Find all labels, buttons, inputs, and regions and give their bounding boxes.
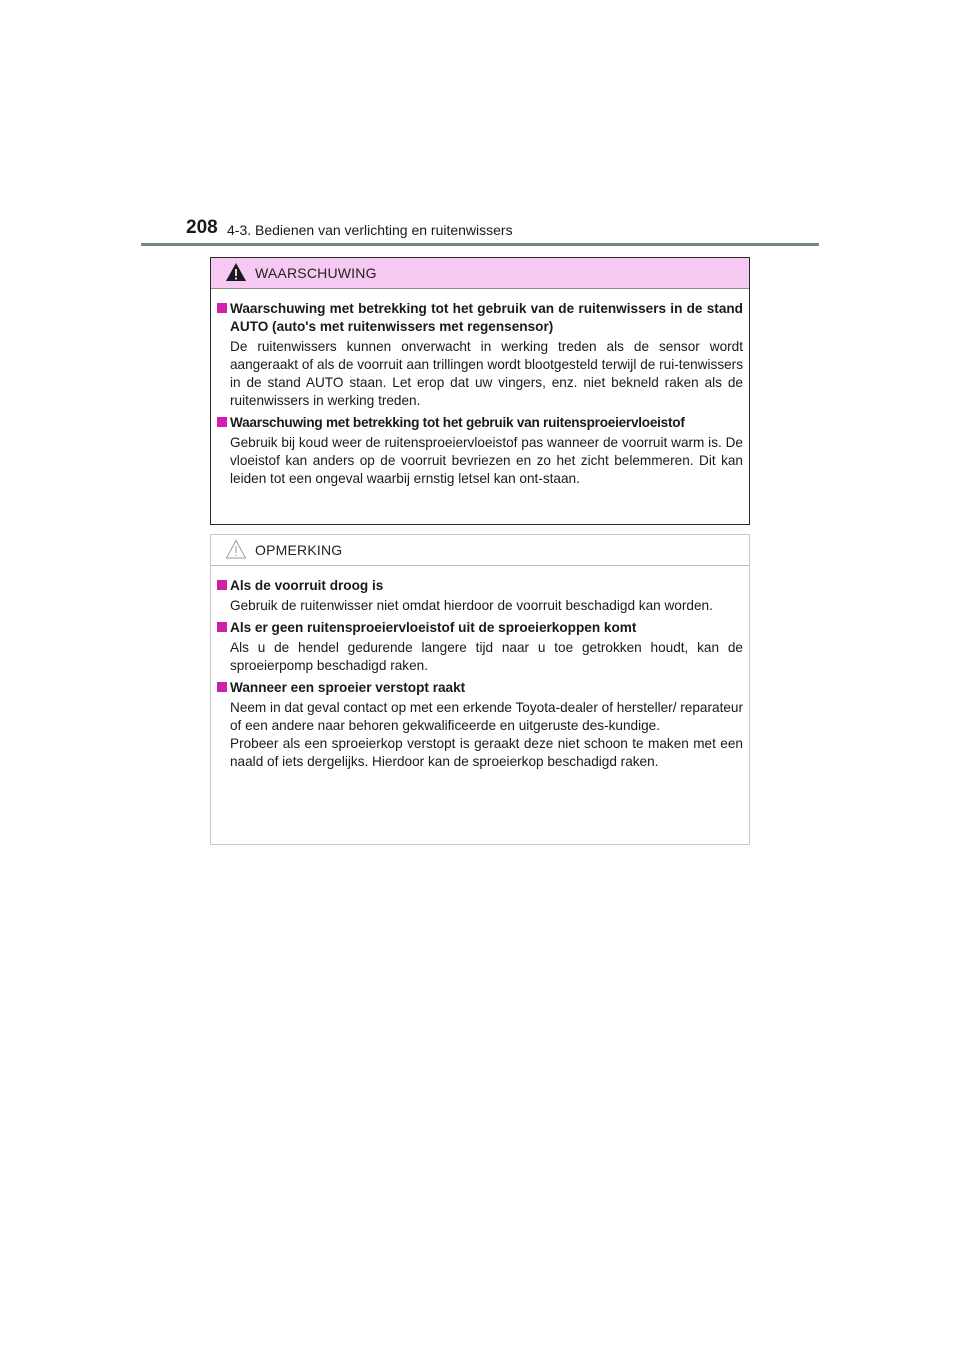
notice-item-text: Neem in dat geval contact op met een erkende Toyota-dealer of hersteller/ reparateur of een andere naar behoren gekwalificeerde en uitgeruste des-kundige. [230,700,743,733]
warning-item [217,414,743,488]
square-bullet-icon [217,622,227,632]
page-number: 208 [186,217,218,238]
notice-item-heading: Als de voorruit droog is [230,578,384,593]
notice-item-heading: Als er geen ruitensproeiervloeistof uit de sproeierkoppen komt [230,620,637,635]
square-bullet-icon [217,682,227,692]
notice-item-text: Probeer als een sproeierkop verstopt is geraakt deze niet schoon te maken met een naald of iets dergelijks. Hierdoor kan de sproeierkop beschadigd raken. [230,736,743,769]
square-bullet-icon [217,580,227,590]
header-divider [141,243,819,246]
notice-header [211,535,749,566]
warning-item-heading: Waarschuwing met betrekking tot het gebruik van ruitensproeiervloeistof [230,415,685,430]
notice-item-heading: Wanneer een sproeier verstopt raakt [230,680,466,695]
warning-item-text: De ruitenwissers kunnen onverwacht in werking treden als de sensor wordt aangeraakt of als de voorruit aan trillingen wordt blootgesteld terwijl de rui-tenwissers in de stand AUTO staan. Let erop dat uw vingers, enz. niet bekneld raken als de ruitenwissers in werking treden. [230,339,743,408]
section-title: 4-3. Bedienen van verlichting en ruitenwissers [227,222,513,238]
notice-item-text: Gebruik de ruitenwisser niet omdat hierdoor de voorruit beschadigd kan worden. [230,598,713,613]
square-bullet-icon [217,303,227,313]
warning-item-text: Gebruik bij koud weer de ruitensproeiervloeistof pas wanneer de voorruit warm is. De vloeistof kan anders op de voorruit bevriezen en zo het zicht belemmeren. Dit kan leiden tot een ongeval waarbij ernstig letsel kan ont-staan. [230,435,743,486]
warning-box [210,257,750,525]
warning-triangle-outline-icon [225,539,247,559]
notice-item [217,679,743,771]
notice-box [210,534,750,845]
warning-item [217,300,743,410]
warning-triangle-filled-icon [225,262,247,282]
warning-title: WAARSCHUWING [255,265,377,281]
notice-item-text: Als u de hendel gedurende langere tijd naar u toe getrokken houdt, kan de sproeierpomp beschadigd raken. [230,640,743,673]
notice-item [217,619,743,675]
notice-item [217,577,743,615]
square-bullet-icon [217,417,227,427]
warning-body [211,289,749,488]
notice-title: OPMERKING [255,542,343,558]
warning-header [211,258,749,289]
warning-item-heading: Waarschuwing met betrekking tot het gebruik van de ruitenwissers in de stand AUTO (auto's met ruitenwissers met regensensor) [230,301,743,334]
notice-body [211,566,749,771]
